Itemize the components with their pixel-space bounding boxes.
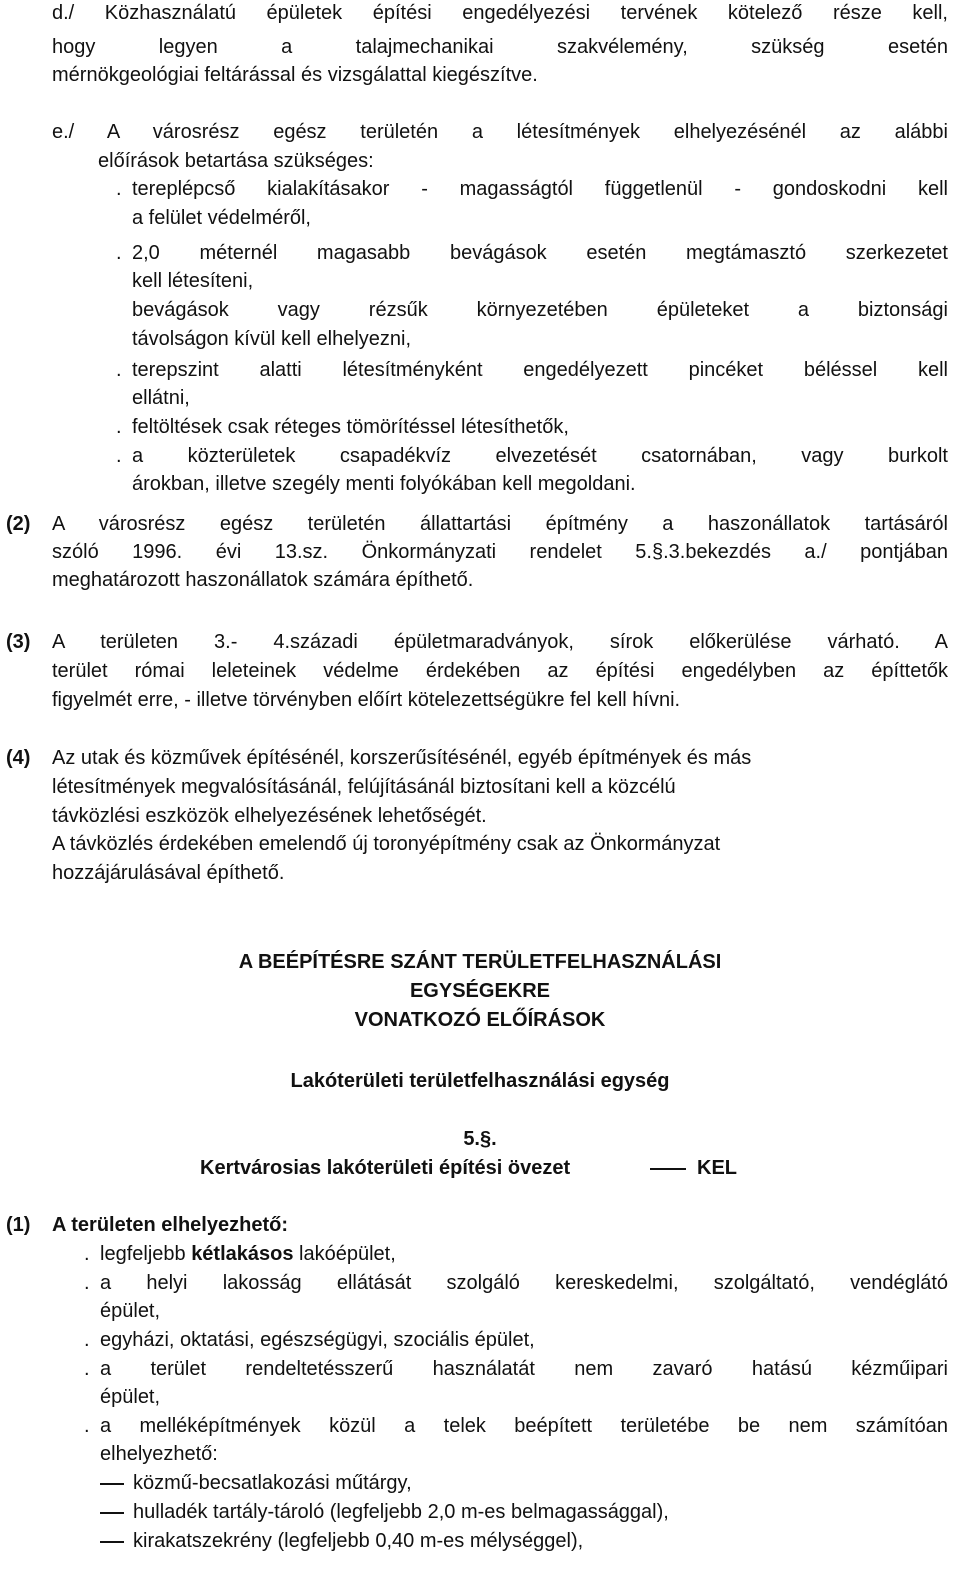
para-1-item-4-line-2: épület, (100, 1386, 161, 1408)
para-1-subitem-2-text: hulladék tartály-tároló (legfeljebb 2,0 m-es belmagassággal), (133, 1501, 669, 1523)
para-1-number: (1) (6, 1214, 31, 1236)
section-e-intro-2: előírások betartása szükséges: (98, 150, 374, 172)
section-title-text: Kertvárosias lakóterületi építési övezet (200, 1157, 571, 1179)
para-3-line-3: figyelmét erre, - illetve törvényben előírt kötelezettségükre fel kell hívni. (52, 689, 681, 711)
section-e-bullet-5-line-1: a közterületek csapadékvíz elvezetését csatornában, vagy burkolt (132, 445, 948, 467)
para-1-item-5-line-2: elhelyezhető: (100, 1443, 218, 1465)
section-e-bullet-4-line-1: feltöltések csak réteges tömörítéssel létesíthetők, (132, 416, 569, 438)
para-1-item-1 (100, 1241, 396, 1267)
subheading: Lakóterületi területfelhasználási egység (290, 1070, 670, 1092)
para-1-subitem-1-text: közmű-becsatlakozási műtárgy, (133, 1472, 412, 1494)
section-e-bullet-2-line-2: kell létesíteni, (132, 270, 254, 292)
bullet-mark: . (84, 1415, 90, 1437)
para-1-item-2-line-1: a helyi lakosság ellátását szolgáló kereskedelmi, szolgáltató, vendéglátó (100, 1272, 948, 1294)
section-d-line-2: hogy legyen a talajmechanikai szakvélemény, szükség esetén (52, 36, 948, 58)
para-4-line-2: létesítmények megvalósításánál, felújításánál biztosítani kell a közcélú (52, 776, 676, 798)
bullet-mark: . (116, 445, 122, 467)
para-4-number: (4) (6, 747, 31, 769)
section-e-bullet-2-line-3: bevágások vagy rézsűk környezetében épületeket a biztonsági (132, 299, 948, 321)
para-1-item-5-line-1: a melléképítmények közül a telek beépített területébe be nem számítóan (100, 1415, 948, 1437)
bullet-mark: . (84, 1329, 90, 1351)
para-3-number: (3) (6, 631, 31, 653)
para-4-line-1: Az utak és közművek építésénél, korszerűsítésénél, egyéb építmények és más (52, 747, 752, 769)
section-title-code: KEL (697, 1157, 737, 1179)
para-2-line-2: szóló 1996. évi 13.sz. Önkormányzati rendelet 5.§.3.bekezdés a./ pontjában (52, 541, 948, 563)
section-e-bullet-2-line-1: 2,0 méternél magasabb bevágások esetén megtámasztó szerkezetet (132, 242, 948, 264)
section-e-bullet-1-line-2: a felület védelméről, (132, 207, 311, 229)
section-e-bullet-1-line-1: tereplépcső kialakításakor - magasságtól függetlenül - gondoskodni kell (132, 178, 948, 200)
main-heading-line-1: A BEÉPÍTÉSRE SZÁNT TERÜLETFELHASZNÁLÁSI (238, 951, 722, 973)
section-d-line-3: mérnökgeológiai feltárással és vizsgálattal kiegészítve. (52, 64, 538, 86)
para-2-line-3: meghatározott haszonállatok számára építhető. (52, 569, 474, 591)
para-1-subitem-2 (100, 1499, 948, 1525)
para-3-line-1: A területen 3.- 4.századi épületmaradványok, sírok előkerülése várható. A (52, 631, 948, 653)
para-1-item-1-post: lakóépület, (293, 1243, 396, 1265)
bullet-mark: . (116, 359, 122, 381)
para-4-line-3: távközlési eszközök elhelyezésének lehetőségét. (52, 805, 487, 827)
section-e-bullet-2-line-4: távolságon kívül kell elhelyezni, (132, 328, 412, 350)
bullet-mark: . (84, 1243, 90, 1265)
bullet-mark: . (116, 242, 122, 264)
para-2-number: (2) (6, 513, 31, 535)
main-heading-line-3: VONATKOZÓ ELŐÍRÁSOK (354, 1009, 606, 1031)
para-1-subitem-3-text: kirakatszekrény (legfeljebb 0,40 m-es mélységgel), (133, 1530, 584, 1552)
section-number: 5.§. (463, 1128, 497, 1150)
section-title-dash (650, 1168, 686, 1170)
section-e-intro-1: e./ A városrész egész területén a létesítmények elhelyezésénél az alábbi (52, 121, 948, 143)
main-heading-line-2: EGYSÉGEKRE (409, 980, 551, 1002)
para-1-subitem-3 (100, 1528, 948, 1554)
bullet-mark: . (84, 1358, 90, 1380)
dash-bullet (100, 1541, 124, 1543)
bullet-mark: . (116, 416, 122, 438)
dash-bullet (100, 1483, 124, 1485)
section-e-bullet-3-line-2: ellátni, (132, 387, 190, 409)
para-1-item-1-pre: legfeljebb (100, 1243, 192, 1265)
para-3-line-2: terület római leleteinek védelme érdekében az építési engedélyben az építtetők (52, 660, 948, 682)
para-1-title: A területen elhelyezhető: (52, 1214, 288, 1236)
dash-bullet (100, 1512, 124, 1514)
para-4-line-4: A távközlés érdekében emelendő új toronyépítmény csak az Önkormányzat (52, 833, 721, 855)
section-title (200, 1155, 780, 1181)
bullet-mark: . (116, 178, 122, 200)
para-2-line-1: A városrész egész területén állattartási építmény a haszonállatok tartásáról (52, 513, 948, 535)
section-e-bullet-5-line-2: árokban, illetve szegély menti folyókában kell megoldani. (132, 473, 636, 495)
section-d-line-1: d./ Közhasználatú épületek építési engedélyezési tervének kötelező része kell, (52, 2, 948, 24)
para-1-item-3-line-1: egyházi, oktatási, egészségügyi, szociális épület, (100, 1329, 535, 1351)
para-4-line-5: hozzájárulásával építhető. (52, 862, 285, 884)
para-1-subitem-1 (100, 1470, 948, 1496)
para-1-item-2-line-2: épület, (100, 1300, 161, 1322)
para-1-item-4-line-1: a terület rendeltetésszerű használatát nem zavaró hatású kézműipari (100, 1358, 948, 1380)
bullet-mark: . (84, 1272, 90, 1294)
para-1-item-1-bold: kétlakásos (191, 1243, 294, 1265)
section-e-bullet-3-line-1: terepszint alatti létesítményként engedélyezett pincéket béléssel kell (132, 359, 948, 381)
